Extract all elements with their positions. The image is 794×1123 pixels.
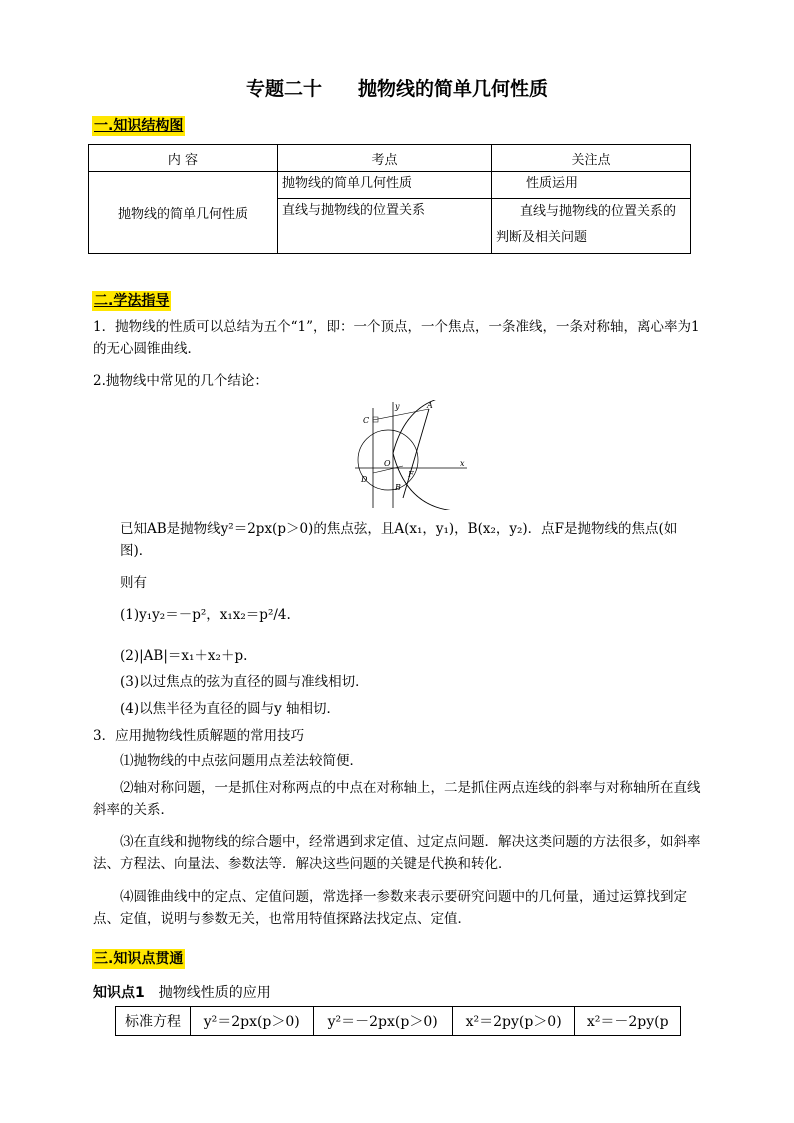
- paragraph: ⑴抛物线的中点弦问题用点差法较简便．: [120, 753, 363, 769]
- label-y: y: [395, 402, 400, 411]
- label-a: A: [427, 401, 433, 410]
- paragraph: 则有: [120, 575, 147, 591]
- section-heading-method: 二.学法指导: [94, 293, 170, 309]
- paragraph: (3)以过焦点的弦为直径的圆与准线相切．: [120, 674, 369, 690]
- title-topic-number: 专题二十: [245, 78, 322, 100]
- table-cell: x²＝－2py(p: [575, 1007, 681, 1036]
- paragraph: ⑶在直线和抛物线的综合题中，经常遇到求定值、过定点问题．解决这类问题的方法很多，如斜率法、方程法、向量法、参数法等．解决这些问题的关键是代换和转化．: [93, 834, 701, 872]
- label-c: C: [363, 416, 370, 425]
- standard-equation-table: [115, 1006, 681, 1036]
- section-heading-knowledge: 三.知识点贯通: [94, 951, 184, 967]
- paragraph: ⑵轴对称问题，一是抓住对称两点的中点在对称轴上，二是抓住两点连线的斜率与对称轴所在直线斜率的关系．: [93, 780, 701, 818]
- knowledge-structure-table: [88, 144, 691, 254]
- table-header-row: [89, 145, 691, 172]
- paragraph: 1．抛物线的性质可以总结为五个“1”，即：一个顶点，一个焦点，一条准线，一条对称轴，离心率为1的无心圆锥曲线．: [93, 319, 700, 357]
- header-focus: 关注点: [492, 145, 691, 172]
- label-f: F: [408, 470, 414, 479]
- paragraph: ⑷圆锥曲线中的定点、定值问题，常选择一参数来表示要研究问题中的几何量，通过运算找到定点、定值，说明与参数无关，也常用特值探路法找定点、定值．: [93, 889, 687, 927]
- content-cell: 抛物线的简单几何性质: [89, 172, 278, 254]
- formula-line: (1)y₁y₂＝－p²，x₁x₂＝p²/4.: [120, 607, 291, 623]
- table-cell: x²＝2py(p＞0): [452, 1007, 575, 1036]
- topic-cell: 直线与抛物线的位置关系: [278, 199, 492, 254]
- formula-line: (2)|AB|＝x₁＋x₂＋p.: [120, 648, 248, 664]
- knowledge-point-title: 抛物线性质的应用: [158, 985, 271, 1001]
- label-x: x: [460, 459, 465, 468]
- table-cell: y²＝2px(p＞0): [190, 1007, 313, 1036]
- knowledge-point-heading: [93, 982, 271, 1002]
- topic-cell: 抛物线的简单几何性质: [278, 172, 492, 199]
- label-o: O: [384, 459, 391, 468]
- header-exam-point: 考点: [278, 145, 492, 172]
- title-topic-name: 抛物线的简单几何性质: [358, 78, 549, 100]
- table-row: [89, 172, 691, 199]
- table-cell: y²＝－2px(p＞0): [313, 1007, 452, 1036]
- section-heading-structure: 一.知识结构图: [94, 118, 184, 134]
- label-d: D: [361, 475, 368, 484]
- paragraph: 2.抛物线中常见的几个结论：: [93, 373, 268, 389]
- table-cell: 标准方程: [116, 1007, 191, 1036]
- header-content: 内 容: [89, 145, 278, 172]
- focus-cell: 直线与抛物线的位置关系的判断及相关问题: [492, 199, 691, 254]
- label-b: B: [395, 483, 401, 492]
- knowledge-point-label: 知识点1: [93, 985, 145, 1001]
- paragraph: (4)以焦半径为直径的圆与y 轴相切．: [120, 701, 341, 717]
- page-title: [0, 74, 794, 101]
- parabola-curve: [393, 400, 455, 510]
- paragraph: 已知AB是抛物线y²＝2px(p＞0)的焦点弦，且A(x₁，y₁)，B(x₂，y₂)．点F是抛物线的焦点(如图)．: [120, 521, 678, 559]
- paragraph: 3．应用抛物线性质解题的常用技巧: [93, 728, 305, 744]
- projection-line-a: [373, 409, 429, 420]
- parabola-focal-chord-figure: [355, 400, 475, 510]
- table-row: [116, 1007, 681, 1036]
- focus-cell: 性质运用: [492, 172, 691, 199]
